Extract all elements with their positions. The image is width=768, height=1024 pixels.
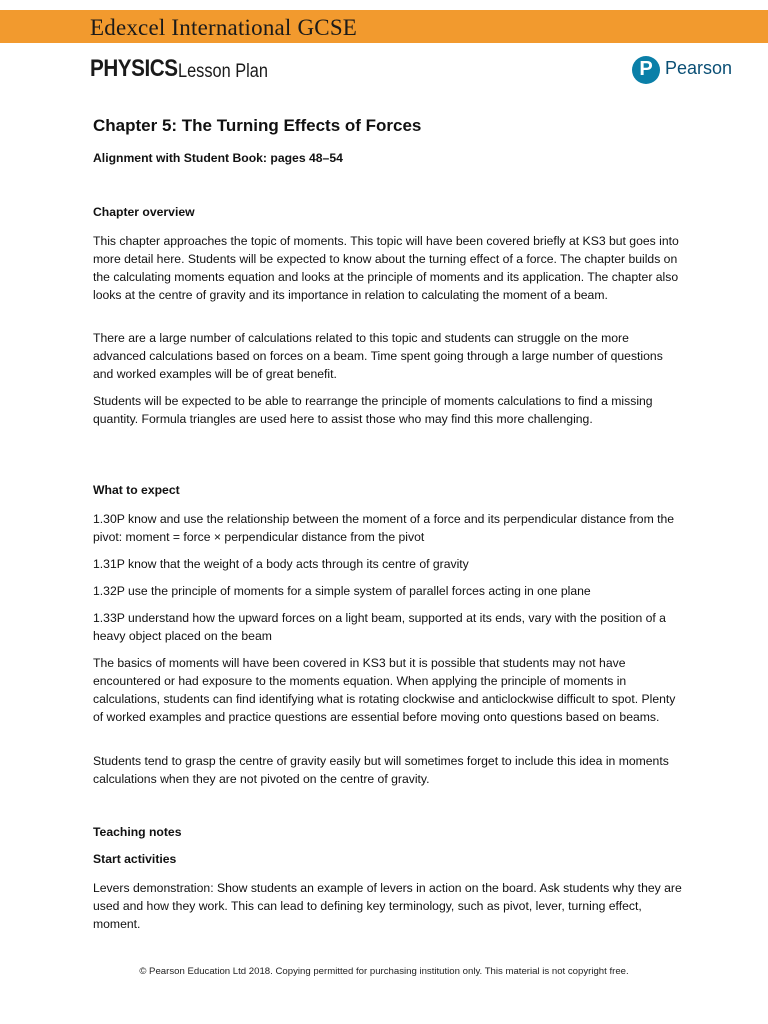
expect-heading: What to expect <box>93 483 180 497</box>
spec-point: 1.33P understand how the upward forces on a light beam, supported at its ends, vary with the position of a heavy object placed on the beam <box>93 611 666 643</box>
start-activities-heading: Start activities <box>93 852 177 866</box>
spec-point: 1.31P know that the weight of a body acts through its centre of gravity <box>93 557 469 571</box>
expect-paragraph: The basics of moments will have been covered in KS3 but it is possible that students may not have encountered or had exposure to the moments equation. When applying the principle of moments in calculations, students can find identifying what is rotating clockwise and anticlockwise difficult to spot. Plenty of worked examples and practice questions are essential before moving onto questions based on beams. <box>93 656 676 724</box>
lesson-plan-label: Lesson Plan <box>178 61 268 82</box>
chapter-title: Chapter 5: The Turning Effects of Forces <box>93 116 422 135</box>
pearson-logo-text: Pearson <box>665 58 733 78</box>
banner-title: Edexcel International GCSE <box>90 15 358 40</box>
overview-heading: Chapter overview <box>93 205 195 219</box>
copyright-footer: © Pearson Education Ltd 2018. Copying permitted for purchasing institution only. This material is not copyright free. <box>139 966 629 977</box>
spec-point: 1.32P use the principle of moments for a simple system of parallel forces acting in one plane <box>93 584 591 598</box>
teaching-heading: Teaching notes <box>93 825 182 839</box>
pearson-logo-icon: P <box>632 56 660 84</box>
overview-paragraph: Students will be expected to be able to rearrange the principle of moments calculations to find a missing quantity. Formula triangles are used here to assist those who may find this more challenging. <box>93 394 653 426</box>
start-activities-paragraph: Levers demonstration: Show students an example of levers in action on the board. Ask students why they are used and how they work. This can lead to defining key terminology, such as pivot, lever, turning effect, moment. <box>93 881 682 931</box>
overview-paragraph: This chapter approaches the topic of moments. This topic will have been covered briefly at KS3 but goes into more detail here. Students will be expected to know about the turning effect of a force. The chapter builds on the calculating moments equation and looks at the principle of moments and its application. The chapter also looks at the centre of gravity and its importance in relation to calculating the moment of a beam. <box>93 234 679 302</box>
spec-point: 1.30P know and use the relationship between the moment of a force and its perpendicular distance from the pivot: moment = force × perpendicular distance from the pivot <box>93 512 675 544</box>
alignment-line: Alignment with Student Book: pages 48–54 <box>93 151 343 165</box>
subject-title: PHYSICS <box>90 55 178 82</box>
expect-paragraph: Students tend to grasp the centre of gravity easily but will sometimes forget to include this idea in moments calculations when they are not pivoted on the centre of gravity. <box>93 754 669 786</box>
subject-row <box>90 55 268 83</box>
overview-paragraph: There are a large number of calculations related to this topic and students can struggle on the more advanced calculations based on forces on a beam. Time spent going through a large number of questions and worked examples will be of great benefit. <box>93 331 663 381</box>
